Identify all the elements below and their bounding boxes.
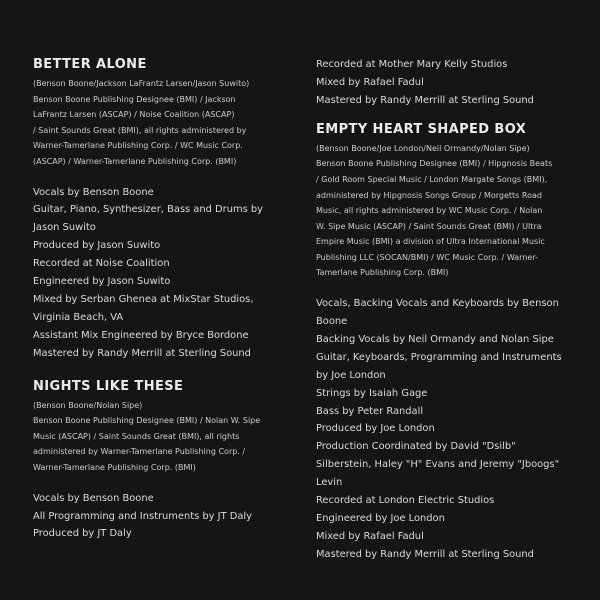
publishing-credits: [33, 398, 273, 476]
credit-line: Vocals, Backing Vocals and Keyboards by Benson: [316, 298, 559, 310]
credit-line: Benson Boone Publishing Designee (BMI) / Nolan W. Sipe: [33, 416, 261, 426]
credit-line: Jason Suwito: [33, 222, 96, 234]
performance-credits: [316, 295, 574, 564]
credit-line: administered by Hipgnosis Songs Group / Morgetts Road: [316, 190, 542, 200]
credit-line: Boone: [316, 315, 348, 327]
credit-line: / Saint Sounds Great (BMI), all rights administered by: [33, 125, 247, 135]
credit-line: Strings by Isaiah Gage: [316, 387, 428, 399]
credit-line: Music, all rights administered by WC Music Corp. / Nolan: [316, 206, 543, 216]
nights-like-these-continued: [316, 56, 574, 110]
credit-line: Engineered by Jason Suwito: [33, 276, 171, 288]
credit-line: Warner-Tamerlane Publishing Corp. / WC Music Corp.: [33, 141, 243, 151]
credit-line: Mastered by Randy Merrill at Sterling Sound: [316, 548, 534, 560]
credit-line: (ASCAP) / Warner-Tamerlane Publishing Corp. (BMI): [33, 156, 237, 166]
song-empty-heart-shaped-box: [316, 121, 574, 564]
performance-credits: [33, 184, 273, 363]
credit-line: Recorded at Mother Mary Kelly Studios: [316, 59, 508, 70]
credit-line: Publishing LLC (SOCAN/BMI) / WC Music Corp. / Warner-: [316, 252, 538, 262]
publishing-credits: [33, 76, 273, 170]
credit-line: Silberstein, Haley "H" Evans and Jeremy "Jboogs": [316, 459, 560, 471]
credit-line: Guitar, Piano, Synthesizer, Bass and Drums by: [33, 204, 263, 216]
credit-line: (Benson Boone/Nolan Sipe): [33, 400, 143, 410]
credit-line: Produced by JT Daly: [33, 528, 132, 540]
credit-line: Tamerlane Publishing Corp. (BMI): [316, 268, 449, 278]
credit-line: Music (ASCAP) / Saint Sounds Great (BMI), all rights: [33, 431, 240, 441]
credit-line: Assistant Mix Engineered by Bryce Bordone: [33, 329, 249, 341]
left-column: [33, 56, 273, 543]
credit-line: Vocals by Benson Boone: [33, 492, 154, 504]
credit-line: Mixed by Serban Ghenea at MixStar Studios,: [33, 294, 254, 305]
credit-line: Recorded at Noise Coalition: [33, 258, 170, 270]
credit-line: Warner-Tamerlane Publishing Corp. (BMI): [33, 463, 196, 472]
song-nights-like-these: [33, 378, 273, 544]
credit-line: (Benson Boone/Jackson LaFrantz Larsen/Jason Suwito): [33, 79, 250, 88]
credit-line: Mastered by Randy Merrill at Sterling Sound: [316, 94, 534, 106]
performance-credits: [33, 490, 273, 544]
credit-line: Vocals by Benson Boone: [33, 186, 154, 198]
credit-line: Mixed by Rafael Fadul: [316, 76, 424, 88]
credit-line: Mixed by Rafael Fadul: [316, 530, 424, 542]
credit-line: Levin: [316, 477, 343, 489]
song-title: NIGHTS LIKE THESE: [33, 378, 184, 394]
credit-line: administered by Warner-Tamerlane Publishing Corp. /: [33, 447, 246, 457]
credit-line: Engineered by Joe London: [316, 512, 445, 524]
credit-line: Guitar, Keyboards, Programming and Instruments: [316, 351, 562, 363]
publishing-credits: [316, 141, 574, 281]
credit-line: Bass by Peter Randall: [316, 405, 424, 417]
credit-line: LaFrantz Larsen (ASCAP) / Noise Coalition (ASCAP): [33, 110, 235, 120]
credit-line: Empire Music (BMI) a division of Ultra International Music: [316, 237, 545, 247]
song-title: EMPTY HEART SHAPED BOX: [316, 121, 527, 137]
credit-line: by Joe London: [316, 369, 386, 381]
credit-line: All Programming and Instruments by JT Daly: [33, 510, 252, 522]
song-title: BETTER ALONE: [33, 57, 147, 72]
credit-line: Produced by Jason Suwito: [33, 240, 161, 252]
credit-line: Mastered by Randy Merrill at Sterling Sound: [33, 347, 251, 359]
credit-line: Benson Boone Publishing Designee (BMI) / Jackson: [33, 94, 236, 104]
credit-line: (Benson Boone/Joe London/Neil Ormandy/Nolan Sipe): [316, 143, 530, 153]
credit-line: Production Coordinated by David "Dsilb": [316, 441, 516, 453]
credit-line: / Gold Room Special Music / London Margate Songs (BMI),: [316, 174, 548, 184]
credit-line: Backing Vocals by Neil Ormandy and Nolan Sipe: [316, 333, 554, 345]
credit-line: Virginia Beach, VA: [33, 311, 124, 323]
credit-line: Recorded at London Electric Studios: [316, 495, 495, 507]
credit-line: Benson Boone Publishing Designee (BMI) / Hipgnosis Beats: [316, 159, 553, 169]
credit-line: Produced by Joe London: [316, 423, 435, 435]
song-better-alone: [33, 56, 273, 363]
credit-line: W. Sipe Music (ASCAP) / Saint Sounds Great (BMI) / Ultra: [316, 221, 542, 231]
right-column: [316, 56, 574, 564]
performance-credits: [316, 56, 574, 110]
